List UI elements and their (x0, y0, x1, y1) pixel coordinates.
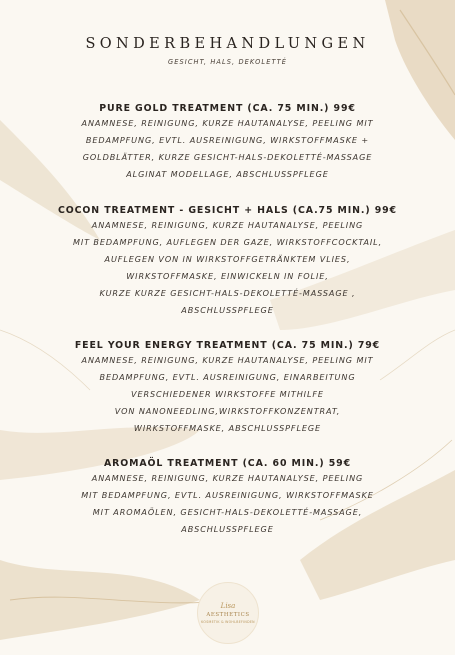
page-subtitle: GESICHT, HALS, DEKOLETTÉ (168, 58, 287, 66)
treatment-title: AROMAÖL TREATMENT (CA. 60 MIN.) 59€ (104, 458, 351, 469)
treatment-title: COCON TREATMENT - GESICHT + HALS (CA.75 MIN.) 99€ (58, 205, 397, 216)
treatment-title: PURE GOLD TREATMENT (CA. 75 MIN.) 99€ (99, 103, 356, 114)
treatment-description-line: MIT BEDAMPFUNG, AUFLEGEN DER GAZE, WIRKSTOFFCOCKTAIL, (72, 236, 383, 247)
treatment-cocon (0, 204, 455, 318)
treatment-description-line: VERSCHIEDENER WIRKSTOFFE MITHILFE (131, 388, 324, 399)
treatment-pure-gold (0, 102, 455, 183)
page-title: SONDERBEHANDLUNGEN (85, 36, 370, 52)
treatment-description-line: ANAMNESE, REINIGUNG, KURZE HAUTANALYSE, PEELING MIT (81, 355, 374, 365)
treatment-description-line: GOLDBLÄTTER, KURZE GESICHT-HALS-DEKOLETTÉ-MASSAGE (82, 151, 373, 162)
treatment-description-line: KURZE KURZE GESICHT-HALS-DEKOLETTÉ-MASSAGE , (99, 287, 356, 298)
logo-script-text: Lisa (220, 602, 236, 610)
treatment-aromaoel (0, 457, 455, 538)
treatment-description-line: BEDAMPFUNG, EVTL. AUSREINIGUNG, EINARBEITUNG (99, 371, 356, 382)
treatment-feel-your-energy (0, 339, 455, 437)
treatment-description-line: MIT AROMAÖLEN, GESICHT-HALS-DEKOLETTÉ-MASSAGE, (92, 506, 363, 517)
treatment-description-line: ABSCHLUSSPFLEGE (181, 304, 274, 315)
treatment-description-line: BEDAMPFUNG, EVTL. AUSREINIGUNG, WIRKSTOFFMASKE + (85, 134, 370, 145)
treatment-title: FEEL YOUR ENERGY TREATMENT (CA. 75 MIN.) 79€ (74, 340, 381, 351)
treatment-description-line: ANAMNESE, REINIGUNG, KURZE HAUTANALYSE, PEELING (91, 473, 364, 483)
treatment-description-line: ANAMNESE, REINIGUNG, KURZE HAUTANALYSE, PEELING (91, 220, 364, 230)
treatment-description-line: VON NANONEEDLING,WIRKSTOFFKONZENTRAT, (114, 405, 341, 416)
logo-tagline: KOSMETIK & WOHLBEFINDEN (201, 620, 255, 624)
treatment-description-line: MIT BEDAMPFUNG, EVTL. AUSREINIGUNG, WIRKSTOFFMASKE (81, 489, 374, 500)
logo-name-text: AESTHETICS (206, 612, 250, 618)
treatment-description-line: ABSCHLUSSPFLEGE (181, 523, 274, 534)
brand-logo (197, 582, 259, 644)
treatment-description-line: WIRKSTOFFMASKE, EINWICKELN IN FOLIE, (126, 270, 329, 281)
treatment-description-line: ALGINAT MODELLAGE, ABSCHLUSSPFLEGE (126, 168, 329, 179)
treatment-description-line: AUFLEGEN VON IN WIRKSTOFFGETRÄNKTEM VLIES, (104, 253, 351, 264)
treatment-description-line: ANAMNESE, REINIGUNG, KURZE HAUTANALYSE, PEELING MIT (81, 118, 374, 128)
treatment-description-line: WIRKSTOFFMASKE, ABSCHLUSSPFLEGE (133, 422, 322, 433)
